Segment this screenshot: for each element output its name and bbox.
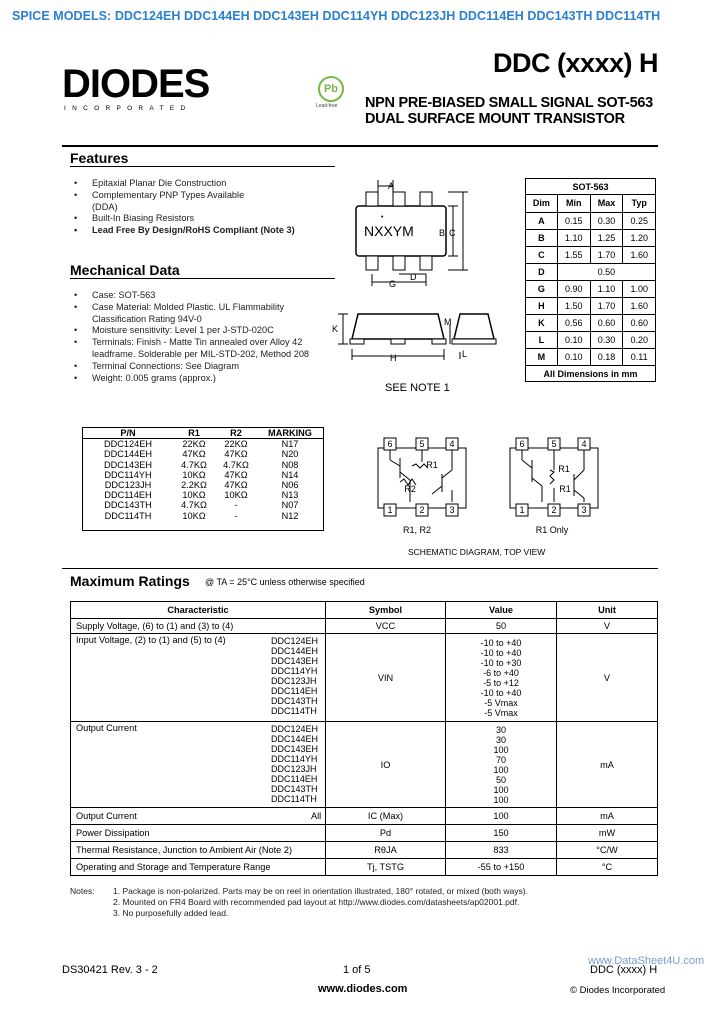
notes-label: Notes: (70, 886, 95, 896)
input-parts (271, 636, 318, 716)
output-all-value: 100 (446, 808, 557, 825)
r2-label: R2 (404, 484, 416, 494)
pn-cell: 4.7KΩ (181, 500, 207, 511)
pin-1-label-right: 1 (519, 505, 525, 515)
pin-6-label-right: 6 (519, 439, 525, 449)
list-item: -10 to +40 (480, 637, 522, 648)
dim-cell: L (526, 331, 557, 348)
r1-header: R1 (173, 428, 215, 439)
table-row (526, 212, 655, 229)
r1-label: R1 (426, 460, 438, 470)
dim-cell: 1.10 (557, 229, 590, 246)
pn-cell: N13 (281, 490, 299, 501)
logo-subtext: INCORPORATED (64, 105, 192, 112)
list-item: -10 to +40 (480, 647, 522, 658)
pin-4-label-right: 4 (581, 439, 587, 449)
dim-l-label: L (462, 349, 468, 359)
list-item: DDC114YH (271, 754, 318, 764)
table-row (526, 331, 655, 348)
list-item: DDC114EH (271, 774, 318, 784)
pn-cell: 4.7KΩ (181, 459, 207, 470)
feature-item: • Epitaxial Planar Die Construction (70, 178, 320, 190)
table-row (71, 808, 658, 825)
pn-cell: 2.2KΩ (181, 480, 207, 491)
features-heading: Features (70, 150, 335, 167)
list-item: -5 Vmax (484, 697, 518, 708)
r1-label-right-lower: R1 (559, 484, 571, 494)
pn-cell: 47KΩ (182, 449, 206, 460)
char-header: Characteristic (71, 602, 326, 619)
output-all-char-cell (71, 808, 326, 825)
mech-item: • Case: SOT-563 (70, 290, 335, 302)
input-char: Input Voltage, (2) to (1) and (5) to (4) (76, 635, 226, 645)
power-unit: mW (557, 825, 658, 842)
input-unit: V (557, 634, 658, 722)
dim-cell: 0.60 (590, 314, 623, 331)
mech-item: • Moisture sensitivity: Level 1 per J-STD-020C (70, 325, 335, 337)
note-item: 2. Mounted on FR4 Board with recommended pad layout at http://www.diodes.com/datasheets/ap02001.pdf. (113, 897, 520, 907)
list-item: 70 (495, 754, 506, 765)
power-char: Power Dissipation (71, 825, 326, 842)
output-values (446, 722, 557, 808)
output-parts (271, 724, 318, 804)
subtitle-line1: NPN PRE-BIASED SMALL SIGNAL SOT-563 (365, 95, 653, 111)
dimension-table (526, 195, 655, 365)
list-item: DDC114TH (271, 706, 317, 716)
pn-cell: - (234, 500, 238, 511)
list-item: 50 (495, 774, 506, 785)
list-item: DDC143EH (271, 744, 319, 754)
dim-cell: 1.20 (623, 229, 655, 246)
table-row (71, 859, 658, 876)
output-all-char: Output Current (76, 811, 137, 821)
output-all-part: All (311, 811, 322, 821)
pn-cell: 10KΩ (182, 469, 206, 480)
watermark: www.DataSheet4U.com (588, 955, 705, 967)
pn-cell: DDC144EH (104, 449, 152, 460)
see-note: SEE NOTE 1 (385, 382, 450, 394)
dim-cell: 0.15 (557, 212, 590, 229)
list-item: DDC144EH (271, 734, 319, 744)
table-row (526, 246, 655, 263)
list-item: -10 to +30 (480, 657, 522, 668)
pin-6-label: 6 (387, 439, 393, 449)
dim-cell: H (526, 297, 557, 314)
list-item: 30 (495, 724, 506, 735)
table-row (83, 511, 323, 521)
table-row (526, 280, 655, 297)
dim-cell: 1.60 (623, 297, 655, 314)
output-symbol: IO (326, 722, 446, 808)
table-row (526, 314, 655, 331)
dim-g-label: G (389, 279, 397, 289)
list-item: -5 Vmax (484, 707, 518, 718)
dimension-table-footer: All Dimensions in mm (526, 365, 655, 381)
r2-header: R2 (215, 428, 257, 439)
dim-cell: 1.10 (590, 280, 623, 297)
table-row (526, 297, 655, 314)
table-row (526, 263, 655, 280)
mechanical-heading: Mechanical Data (70, 262, 335, 279)
dim-cell: A (526, 212, 557, 229)
pn-cell: - (234, 510, 238, 521)
pin-2-label: 2 (419, 505, 425, 515)
pin1-marker: • (381, 214, 384, 221)
list-item: 100 (493, 744, 509, 755)
output-char: Output Current (76, 723, 137, 733)
dim-m-label: M (444, 317, 452, 327)
dim-cell: 1.70 (590, 246, 623, 263)
table-row (83, 470, 323, 480)
pin-3-label-right: 3 (581, 505, 587, 515)
temp-symbol: Tj, TSTG (326, 859, 446, 876)
ratings-divider (62, 568, 658, 569)
marking-code: NXXYM (364, 223, 414, 239)
dim-cell: 1.50 (557, 297, 590, 314)
list-item: -6 to +40 (483, 667, 519, 678)
pn-cell: 22KΩ (224, 439, 248, 450)
pn-cell: DDC143TH (104, 500, 152, 511)
supply-char: Supply Voltage, (6) to (1) and (3) to (4) (71, 619, 326, 634)
output-char-cell (71, 722, 326, 808)
list-item: 100 (493, 764, 509, 775)
features-list (70, 178, 320, 237)
dim-cell: 0.30 (590, 212, 623, 229)
pin-4-label: 4 (449, 439, 455, 449)
schematic-diagram (370, 430, 600, 545)
table-row (71, 825, 658, 842)
dim-k-label: K (332, 324, 339, 334)
dim-cell: 1.25 (590, 229, 623, 246)
lead-free-label: Lead-free (316, 103, 338, 109)
schematic-caption: SCHEMATIC DIAGRAM, TOP VIEW (408, 547, 546, 557)
input-symbol: VIN (326, 634, 446, 722)
copyright: © Diodes Incorporated (570, 985, 666, 996)
min-header: Min (557, 195, 590, 212)
table-row (83, 449, 323, 459)
table-row (83, 439, 323, 450)
pin-5-label-right: 5 (551, 439, 557, 449)
dimension-table-box (525, 178, 656, 382)
list-item: DDC143EH (271, 656, 319, 666)
dim-cell: 0.90 (557, 280, 590, 297)
dim-cell: 0.11 (623, 348, 655, 365)
r1-label-right: R1 (558, 464, 570, 474)
dim-header: Dim (526, 195, 557, 212)
thermal-char: Thermal Resistance, Junction to Ambient Air (Note 2) (71, 842, 326, 859)
pn-cell: 4.7KΩ (223, 459, 249, 470)
value-header: Value (446, 602, 557, 619)
list-item: DDC124EH (271, 724, 319, 734)
pn-cell: DDC114YH (104, 469, 152, 480)
dim-cell: 1.00 (623, 280, 655, 297)
dim-cell: 0.10 (557, 331, 590, 348)
thermal-unit: °C/W (557, 842, 658, 859)
part-title: DDC (xxxx) H (492, 48, 658, 78)
list-item: 100 (493, 784, 509, 795)
ratings-condition: @ TA = 25°C unless otherwise specified (205, 577, 365, 587)
mech-item: • Weight: 0.005 grams (approx.) (70, 373, 335, 385)
pn-cell: N20 (281, 449, 299, 460)
dim-cell: 1.70 (590, 297, 623, 314)
spice-models-line (12, 9, 660, 23)
pn-cell: 47KΩ (224, 469, 248, 480)
website-link[interactable]: www.diodes.com (318, 983, 408, 995)
subtitle-line2: DUAL SURFACE MOUNT TRANSISTOR (365, 111, 625, 127)
table-row (83, 500, 323, 510)
pn-cell: N12 (281, 510, 299, 521)
dim-cell: 0.60 (623, 314, 655, 331)
pn-cell: 10KΩ (224, 490, 248, 501)
pn-cell: DDC114TH (104, 510, 152, 521)
output-all-unit: mA (557, 808, 658, 825)
table-row (526, 229, 655, 246)
table-row (83, 490, 323, 500)
lead-free-icon: Pb (318, 76, 344, 102)
dim-cell: C (526, 246, 557, 263)
pin-3-label: 3 (449, 505, 455, 515)
list-item: -5 to +12 (483, 677, 519, 688)
header-divider (62, 145, 658, 147)
list-item: DDC143TH (271, 696, 318, 706)
mech-item: • Case Material: Molded Plastic. UL Flammability Classification Rating 94V-0 (70, 302, 315, 326)
table-row (83, 480, 323, 490)
footer-part: DDC (xxxx) H (590, 964, 658, 976)
pn-cell: DDC124EH (104, 439, 152, 450)
dim-cell: 0.56 (557, 314, 590, 331)
table-row (83, 460, 323, 470)
supply-unit: V (557, 619, 658, 634)
feature-item: • Lead Free By Design/RoHS Compliant (Note 3) (70, 225, 320, 237)
pin-1-label: 1 (387, 505, 393, 515)
pn-cell: 10KΩ (182, 510, 206, 521)
pn-cell: DDC123JH (104, 480, 152, 491)
dim-cell: 1.55 (557, 246, 590, 263)
dimension-table-title: SOT-563 (526, 179, 655, 195)
dim-cell: D (526, 263, 557, 280)
table-row (71, 722, 658, 808)
package-outline-diagram (328, 174, 526, 404)
doc-number: DS30421 Rev. 3 - 2 (62, 964, 158, 976)
table-row (71, 619, 658, 634)
table-row (71, 842, 658, 859)
mechanical-list (70, 290, 335, 384)
pin-5-label: 5 (419, 439, 425, 449)
dim-cell: B (526, 229, 557, 246)
input-values (446, 634, 557, 722)
dim-cell: 1.60 (623, 246, 655, 263)
list-item: DDC123JH (271, 764, 317, 774)
diodes-logo (62, 64, 242, 110)
pn-table-box (82, 427, 324, 531)
pn-cell: N08 (281, 459, 299, 470)
marking-header: MARKING (257, 428, 323, 439)
pn-header: P/N (83, 428, 173, 439)
output-all-symbol: IC (Max) (326, 808, 446, 825)
output-unit: mA (557, 722, 658, 808)
logo-text: DIODES (62, 62, 210, 106)
note-item: 1. Package is non-polarized. Parts may be on reel in orientation illustrated, 180° rotated, or mixed (both ways). (113, 886, 528, 896)
dim-cell: K (526, 314, 557, 331)
ratings-table (70, 601, 658, 876)
list-item: DDC114YH (271, 666, 318, 676)
dim-cell: G (526, 280, 557, 297)
list-item: DDC144EH (271, 646, 319, 656)
list-item: 30 (495, 734, 506, 745)
product-subtitle (365, 95, 653, 127)
list-item: DDC124EH (271, 636, 319, 646)
temp-value: -55 to +150 (446, 859, 557, 876)
table-row (71, 634, 658, 722)
power-symbol: Pd (326, 825, 446, 842)
pn-cell: 10KΩ (182, 490, 206, 501)
dim-cell: 0.30 (590, 331, 623, 348)
pn-cell: 47KΩ (224, 449, 248, 460)
typ-header: Typ (623, 195, 655, 212)
symbol-header: Symbol (326, 602, 446, 619)
dim-cell: 0.20 (623, 331, 655, 348)
temp-char: Operating and Storage and Temperature Range (71, 859, 326, 876)
ratings-heading: Maximum Ratings (70, 573, 190, 589)
thermal-value: 833 (446, 842, 557, 859)
dim-c-label: C (449, 228, 456, 238)
list-item: DDC143TH (271, 784, 318, 794)
pn-cell: N14 (281, 469, 299, 480)
dim-h-label: H (390, 353, 397, 363)
dim-cell: 0.18 (590, 348, 623, 365)
note-item: 3. No purposefully added lead. (113, 908, 229, 918)
spice-prefix: SPICE MODELS: (12, 9, 112, 23)
max-header: Max (590, 195, 623, 212)
pn-cell: DDC114EH (104, 490, 152, 501)
power-value: 150 (446, 825, 557, 842)
spice-models: DDC124EH DDC144EH DDC143EH DDC114YH DDC123JH DDC114EH DDC143TH DDC114TH (114, 9, 661, 23)
input-char-cell (71, 634, 326, 722)
dim-a-label: A (388, 181, 395, 191)
unit-header: Unit (557, 602, 658, 619)
list-item: DDC114EH (271, 686, 318, 696)
dim-cell: 0.25 (623, 212, 655, 229)
list-item: DDC123JH (271, 676, 317, 686)
mech-item: • Terminals: Finish - Matte Tin annealed over Alloy 42 leadframe. Solderable per MIL-STD-202, Method 208 (70, 337, 328, 361)
notes-list (113, 886, 658, 919)
pn-cell: N07 (281, 500, 299, 511)
supply-value: 50 (446, 619, 557, 634)
page-number: 1 of 5 (343, 964, 371, 976)
dim-b-label: B (439, 228, 446, 238)
dim-cell: M (526, 348, 557, 365)
temp-unit: °C (557, 859, 658, 876)
pn-cell: DDC143EH (104, 459, 152, 470)
dim-cell: 0.10 (557, 348, 590, 365)
dim-d-label: D (410, 272, 417, 282)
mech-item: • Terminal Connections: See Diagram (70, 361, 335, 373)
left-schematic-caption: R1, R2 (402, 525, 432, 535)
list-item: 100 (493, 794, 509, 805)
feature-item: • Built-In Biasing Resistors (70, 213, 320, 225)
list-item: DDC114TH (271, 794, 317, 804)
supply-symbol: VCC (326, 619, 446, 634)
thermal-symbol: RθJA (326, 842, 446, 859)
pn-cell: N17 (281, 439, 299, 450)
right-schematic-caption: R1 Only (535, 525, 569, 535)
pn-cell: 47KΩ (224, 480, 248, 491)
feature-item: • Complementary PNP Types Available (DDA) (70, 190, 270, 214)
list-item: -10 to +40 (480, 687, 522, 698)
pn-table (83, 428, 323, 521)
pn-cell: N06 (281, 480, 299, 491)
pn-cell: 22KΩ (182, 439, 206, 450)
dim-cell: 0.50 (557, 263, 655, 280)
table-row (526, 348, 655, 365)
pin-2-label-right: 2 (551, 505, 557, 515)
